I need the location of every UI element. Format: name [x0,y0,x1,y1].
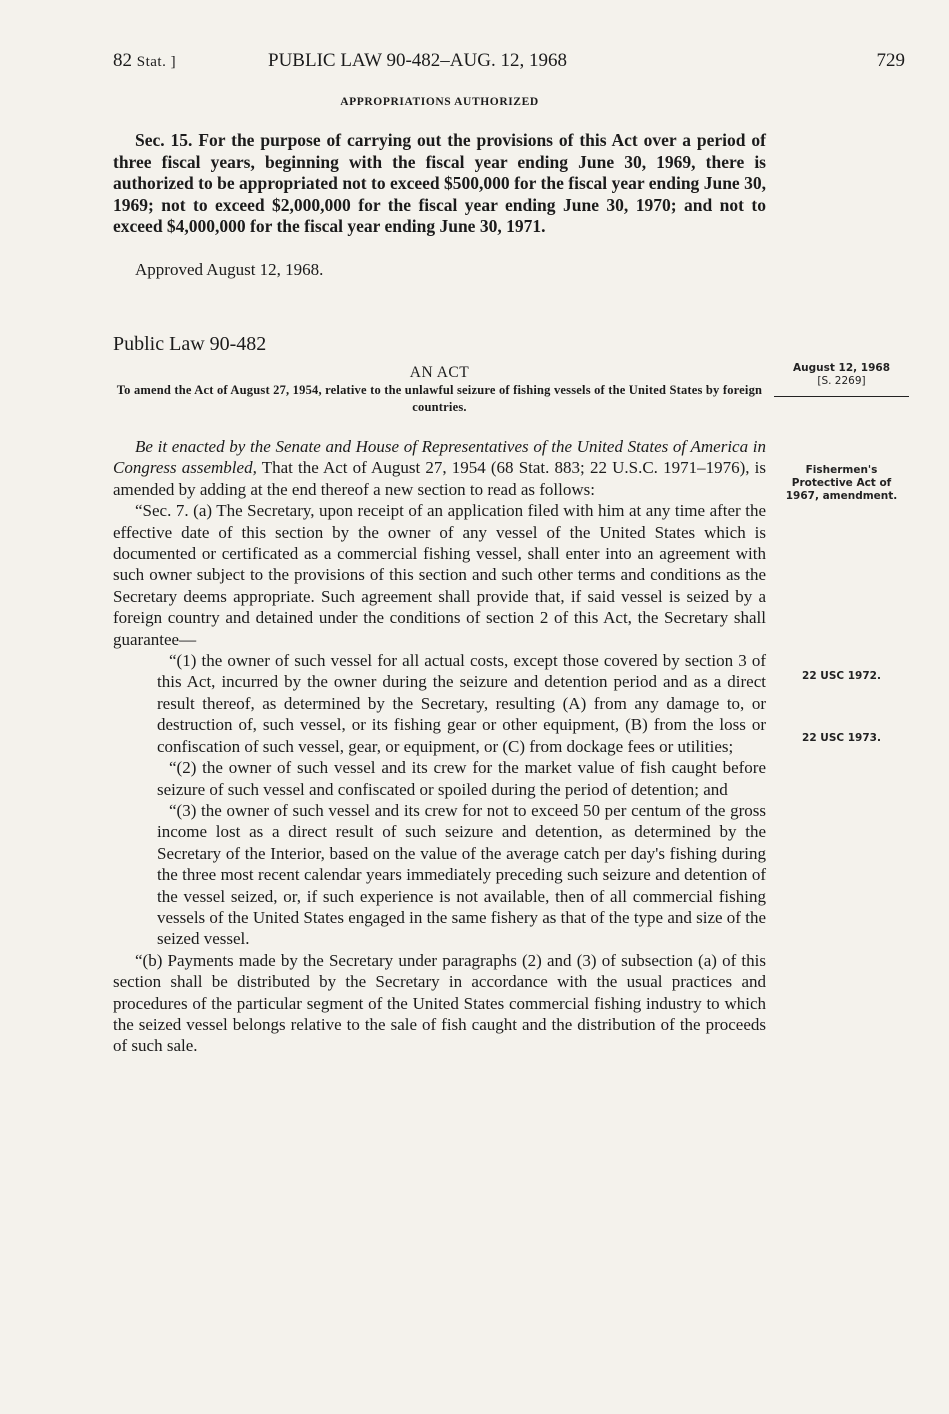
margin-note-usc-1973: 22 USC 1973. [802,732,881,744]
approved-line: Approved August 12, 1968. [135,260,324,279]
item-2: “(2) the owner of such vessel and its crew for the market value of fish caught before seizure of such vessel and confiscated or spoiled during the period of detention; and [157,758,766,799]
page-number: 729 [876,50,905,71]
item-3: “(3) the owner of such vessel and its crew for not to exceed 50 per centum of the gross income lost as a direct result of such seizure and detention, as determined by the Secretary of the Interior, based on the value of the average catch per day's fishing during the three most recent calendar years immediately preceding such seizure and detention of the vessel seized, or, if such experience is not available, then of all commercial fishing vessels of the United States engaged in the same fishery as that of the type and size of the seized vessel. [157,800,766,949]
section-7a-text: (a) The Secretary, upon receipt of an application filed with him at any time after the effective date of this section by the owner of any vessel of the United States which is documented or certificated as a commercial fishing vessel, shall enter into an agreement with such owner subject to the provisions of this section and such other terms and conditions as the Secretary deems appropriate. Such agreement shall provide that, if said vessel is seized by a foreign country and detained under the conditions of section 2 of this Act, the Secretary shall guarantee— [113,501,767,649]
an-act-heading: AN ACT [409,364,470,381]
sec-15-label: Sec. 15. [135,130,193,150]
item-1: “(1) the owner of such vessel for all actual costs, except those covered by section 3 of this Act, incurred by the owner during the seizure and detention period and as a direct result thereof, as determined by the Secretary, resulting (A) from any damage to, or destruction of, such vessel, or its fishing gear or other equipment, (B) from the loss or confiscation of such vessel, gear, or equipment, or (C) from dockage fees or utilities; [157,651,766,756]
section-7b: “(b) Payments made by the Secretary under paragraphs (2) and (3) of subsection (a) of this section shall be distributed by the Secretary in accordance with the usual practices and procedures of the particular segment of the United States commercial fishing industry to which the seized vessel belongs relative to the sale of fish caught and the distribution of the proceeds of such sale. [113,950,766,1056]
running-header [113,50,913,80]
act-purpose: To amend the Act of August 27, 1954, relative to the unlawful seizure of fishing vessels of the United States by foreign countries. [116,383,763,414]
enacting-rest: That the Act of August 27, 1954 (68 Stat. 883; 22 U.S.C. 1971–1976), is amended by adding at the end thereof a new section to read as follows: [113,458,766,499]
margin-note-date [774,362,909,388]
margin-bill: [S. 2269] [817,375,866,387]
margin-date: August 12, 1968 [793,362,890,374]
margin-note-fishermen: Fishermen's Protective Act of 1967, amendment. [785,464,898,502]
public-law-title: Public Law 90-482 [113,333,267,355]
enacting-clause: Be it enacted by the Senate and House of Representatives of the United States of America in Congress assembled, [113,437,766,478]
enacting-paragraph [113,436,766,500]
margin-note-usc-1972: 22 USC 1972. [802,670,881,682]
section-7-label: “Sec. 7. [135,501,189,521]
statute-citation: 82 Stat. ] [113,50,177,71]
section-7a [113,500,766,650]
act-body [113,436,766,1057]
margin-rule [774,396,909,397]
sec-15-paragraph [113,130,766,238]
section-heading: APPROPRIATIONS AUTHORIZED [340,96,539,108]
sec-15-text: For the purpose of carrying out the provisions of this Act over a period of three fiscal years, beginning with the fiscal year ending June 30, 1969, there is authorized to be appropriated not to exceed $500,000 for the fiscal year ending June 30, 1969; not to exceed $2,000,000 for the fiscal year ending June 30, 1970; and not to exceed $4,000,000 for the fiscal year ending June 30, 1971. [113,130,766,236]
header-title: PUBLIC LAW 90-482–AUG. 12, 1968 [268,50,567,71]
